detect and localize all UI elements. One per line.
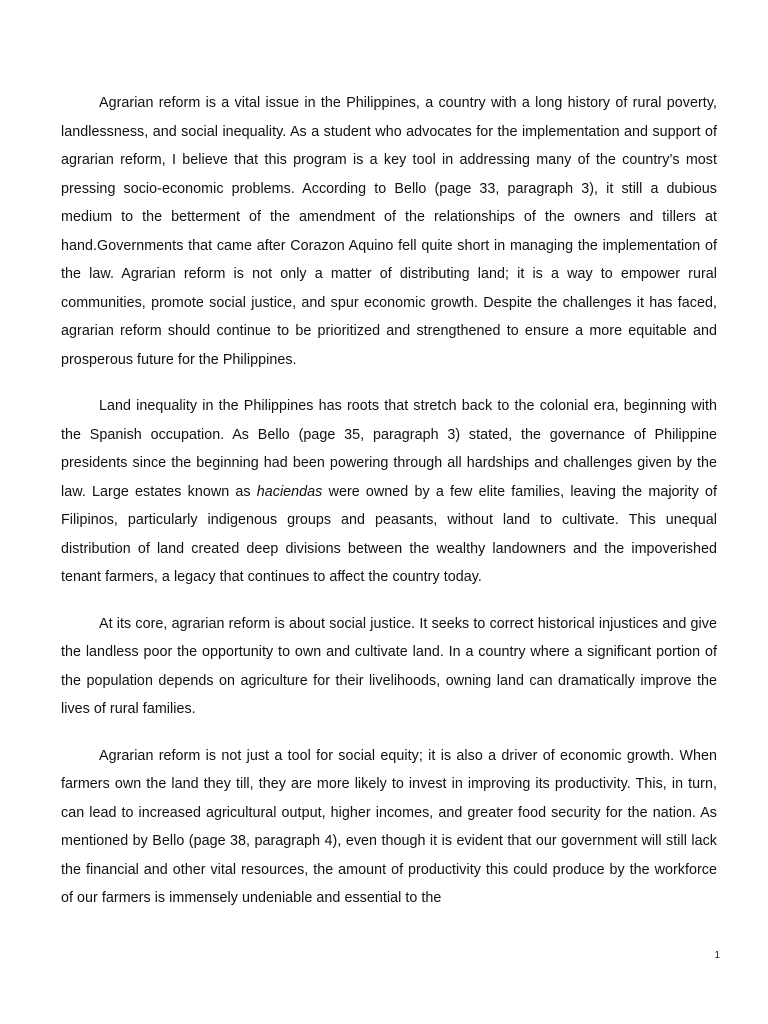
paragraph-land-inequality-text-end: were owned by a few elite families, leaving the majority of Filipinos, particularly indigenous groups and peasants, without land to cultivate. This unequal distribution of land created deep divisions between the wealthy landowners and the impoverished tenant farmers, a legacy that continues to affect the country today. <box>61 483 717 585</box>
haciendas-term: haciendas <box>256 483 323 500</box>
paragraph-social-justice: At its core, agrarian reform is about social justice. It seeks to correct historical injustices and give the landless poor the opportunity to own and cultivate land. In a country where a significant portion of the population depends on agriculture for their livelihoods, owning land can dramatically improve the lives of rural families. <box>61 615 717 717</box>
page-number: 1 <box>714 950 720 961</box>
paragraph-land-inequality <box>61 392 717 592</box>
document-body <box>61 89 717 931</box>
paragraph-economic-growth: Agrarian reform is not just a tool for social equity; it is also a driver of economic growth. When farmers own the land they till, they are more likely to invest in improving its productivity. This, in turn, can lead to increased agricultural output, higher incomes, and greater food security for the nation. As mentioned by Bello (page 38, paragraph 4), even though it is evident that our government will still lack the financial and other vital resources, the amount of productivity this could produce by the workforce of our farmers is immensely undeniable and essential to the <box>61 747 717 906</box>
paragraph-intro: Agrarian reform is a vital issue in the Philippines, a country with a long history of rural poverty, landlessness, and social inequality. As a student who advocates for the implementation and support of agrarian reform, I believe that this program is a key tool in addressing many of the country’s most pressing socio-economic problems. According to Bello (page 33, paragraph 3), it still a dubious medium to the betterment of the amendment of the relationships of the owners and tillers at hand.Governments that came after Corazon Aquino fell quite short in managing the implementation of the law. Agrarian reform is not only a matter of distributing land; it is a way to empower rural communities, promote social justice, and spur economic growth. Despite the challenges it has faced, agrarian reform should continue to be prioritized and strengthened to ensure a more equitable and prosperous future for the Philippines. <box>61 95 717 368</box>
paragraph-land-inequality-text-start: Land inequality in the Philippines has roots that stretch back to the colonial era, beginning with the Spanish occupation. As Bello (page 35, paragraph 3) stated, the governance of Philippine presidents since the beginning had been powering through all hardships and challenges given by the law. Large estates known as <box>61 398 717 500</box>
